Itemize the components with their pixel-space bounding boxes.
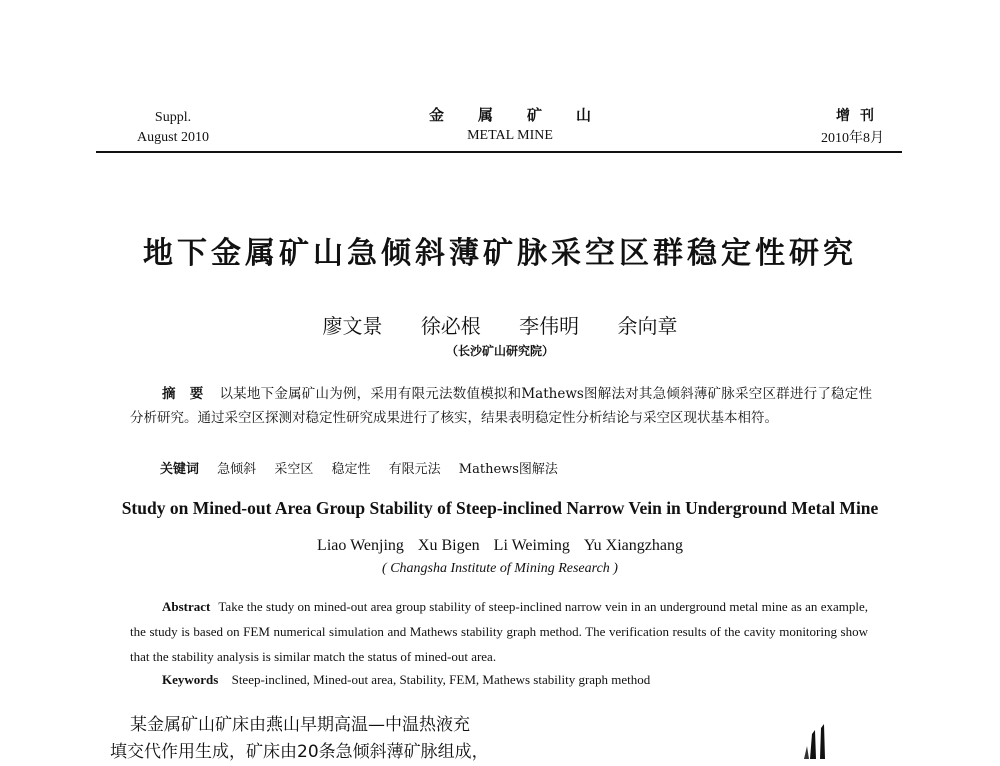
header-rule	[96, 151, 902, 153]
author-cn: 廖文景	[322, 314, 383, 338]
author-en: Li Weiming	[493, 537, 570, 554]
keywords-en	[162, 672, 862, 688]
issue-date-cn: 2010年8月	[821, 131, 884, 146]
supplement-label-cn: 增刊	[836, 109, 884, 124]
author-cn: 徐必根	[420, 314, 481, 338]
abstract-en	[130, 594, 868, 669]
keyword-cn: Mathews图解法	[458, 462, 558, 477]
keywords-cn	[160, 458, 860, 477]
author-en: Yu Xiangzhang	[583, 537, 683, 554]
body-line: 填交代作用生成，矿床由20条急倾斜薄矿脉组成，	[110, 742, 489, 762]
authors-en	[200, 537, 800, 555]
keyword-cn: 稳定性	[331, 462, 371, 477]
body-text-cn	[110, 712, 530, 766]
affiliation-en: ( Changsha Institute of Mining Research )	[382, 561, 618, 576]
header-right	[764, 106, 884, 150]
issue-date-en: August 2010	[137, 130, 209, 145]
keywords-text-en: Steep-inclined, Mined-out area, Stability, FEM, Mathews stability graph method	[231, 672, 651, 687]
abstract-text-cn: 以某地下金属矿山为例，采用有限元法数值模拟和Mathews图解法对其急倾斜薄矿脉采空区群进行了稳定性分析研究。通过采空区探测对稳定性研究成果进行了核实，结果表明稳定性分析结论与采空区现状基本相符。	[130, 386, 873, 426]
author-en: Xu Bigen	[417, 537, 480, 554]
journal-name-cn: 金属矿山	[428, 106, 625, 124]
abstract-text-en: Take the study on mined-out area group stability of steep-inclined narrow vein in an underground metal mine as an example, the study is based on FEM numerical simulation and Mathews stability graph method. The verification results of the cavity monitoring show that the stability analysis is similar match the status of mined-out area.	[130, 599, 868, 664]
paper-title-en: Study on Mined-out Area Group Stability of Steep-inclined Narrow Vein in Underground Metal Mine	[121, 498, 879, 518]
header-center	[380, 104, 640, 146]
header-left	[118, 108, 228, 148]
keywords-label-cn: 关键词	[160, 462, 200, 477]
authors-cn	[200, 310, 800, 339]
author-en: Liao Wenjing	[317, 537, 404, 554]
author-cn: 余向章	[617, 314, 678, 338]
abstract-label-cn: 摘要	[162, 386, 218, 402]
keyword-cn: 急倾斜	[217, 462, 257, 477]
body-line: 某金属矿山矿床由燕山早期高温—中温热液充	[130, 715, 470, 735]
supplement-label: Suppl.	[154, 110, 192, 125]
affiliation-cn: （长沙矿山研究院）	[445, 344, 554, 358]
journal-name-en: METAL MINE	[467, 128, 553, 143]
paper-title-cn: 地下金属矿山急倾斜薄矿脉采空区群稳定性研究	[143, 236, 857, 271]
author-cn: 李伟明	[519, 314, 580, 338]
keyword-cn: 采空区	[274, 462, 314, 477]
abstract-label-en: Abstract	[162, 599, 211, 614]
abstract-cn	[130, 382, 872, 430]
figure-fragment	[790, 724, 850, 759]
keywords-label-en: Keywords	[162, 672, 219, 687]
keyword-cn: 有限元法	[388, 462, 441, 477]
